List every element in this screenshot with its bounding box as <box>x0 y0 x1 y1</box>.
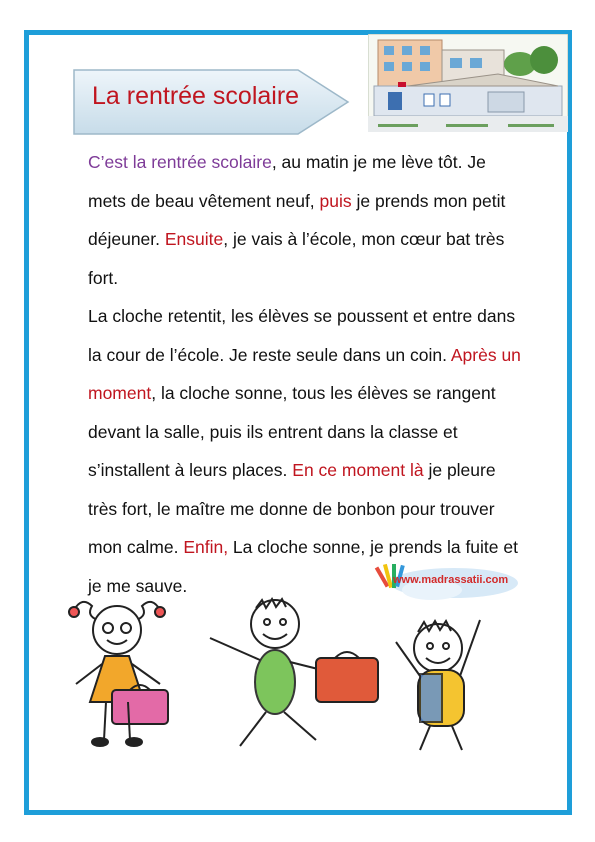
story-phrase: Ensuite <box>164 229 224 249</box>
children-illustration <box>60 590 540 760</box>
boy-drawing <box>396 620 480 750</box>
story-phrase: puis <box>319 190 352 211</box>
title-banner <box>72 68 348 134</box>
paragraph-2 <box>88 297 528 605</box>
logo-text: www.madrassatii.com <box>393 574 509 586</box>
story-phrase: La cloche retentit, les élèves se poussent et entre dans la cour de l’école. Je reste seule dans un coin. <box>88 306 516 365</box>
story-phrase: Enfin, <box>183 537 229 557</box>
story-text <box>88 143 528 605</box>
paragraph-1 <box>88 143 528 297</box>
story-phrase: , je vais à l’école, mon cœur bat très fort. <box>88 229 505 288</box>
page-title: La rentrée scolaire <box>92 82 300 110</box>
story-phrase: , la cloche sonne, tous les élèves se rangent devant la salle, puis ils entrent dans la classe et s’installent à leurs places. <box>88 383 496 480</box>
story-phrase: , au matin je me lève tôt. Je mets de beau vêtement neuf, <box>88 152 486 211</box>
story-phrase: En ce moment là <box>292 460 424 480</box>
story-phrase: C’est la rentrée scolaire <box>88 152 272 172</box>
boy-drawing <box>210 599 378 746</box>
school-illustration <box>368 34 568 132</box>
story-phrase: je prends mon petit déjeuner. <box>88 190 506 249</box>
story-phrase: La cloche sonne, je prends la fuite et je me sauve. <box>88 537 518 596</box>
story-phrase: je pleure très fort, le maître me donne de bonbon pour trouver mon calme. <box>88 460 496 557</box>
story-phrase: Après un moment <box>88 344 521 403</box>
girl-drawing <box>69 602 168 746</box>
